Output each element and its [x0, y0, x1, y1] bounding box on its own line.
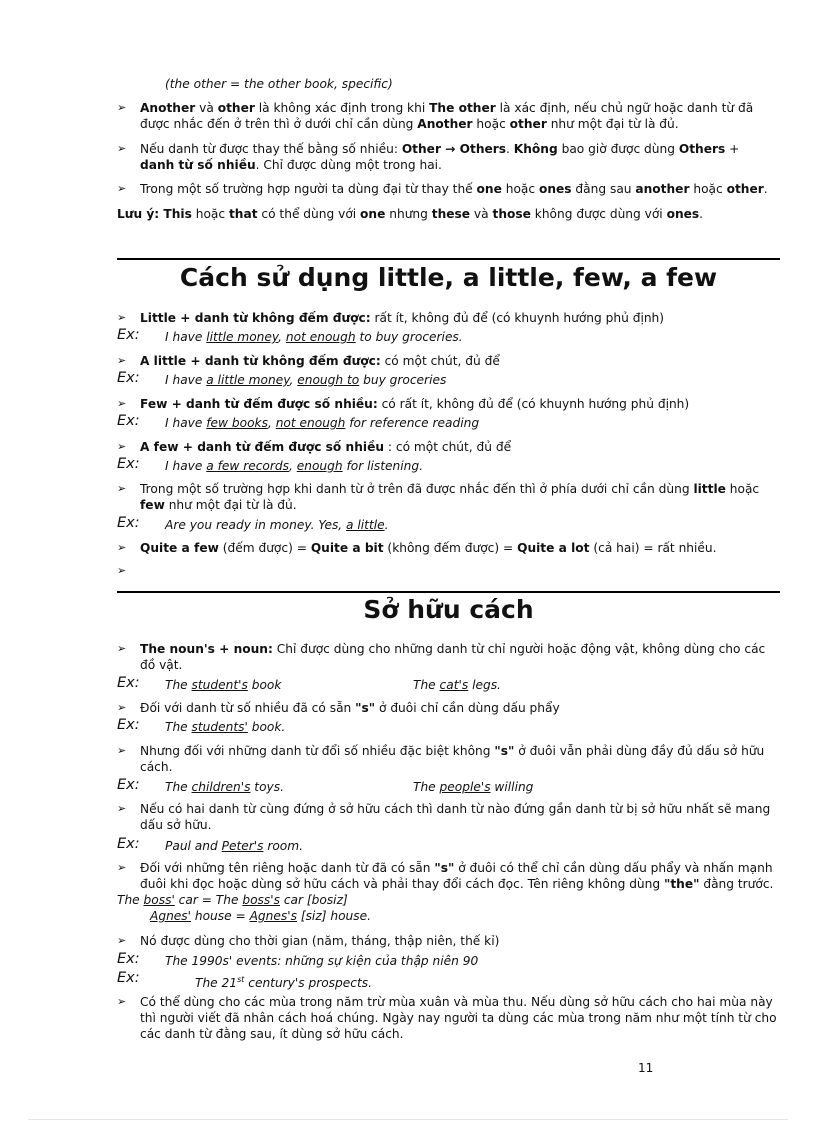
- example-agnes-house: Agnes' house = Agnes's [siz] house.: [150, 909, 371, 923]
- example-label: Ex:: [117, 370, 140, 386]
- bullet-arrow: ➢: [117, 142, 127, 155]
- possessive-rule-4: Nếu có hai danh từ cùng đứng ở sở hữu cách thì danh từ nào đứng gần danh từ bị sở hữu nhất sẽ mang: [140, 802, 771, 816]
- example-label: Ex:: [117, 675, 140, 691]
- bullet-arrow: ➢: [117, 744, 127, 757]
- possessive-rule-1: The noun's + noun: Chỉ được dùng cho những danh từ chỉ người hoặc động vật, không dùng cho các: [140, 642, 766, 656]
- example-boss-car: The boss' car = The boss's car [bosiz]: [117, 893, 348, 907]
- possessive-rule-2: Đối với danh từ số nhiều đã có sẵn "s" ở đuôi chỉ cần dùng dấu phẩy: [140, 701, 560, 715]
- note-line: Lưu ý: This hoặc that có thể dùng với one nhưng these và those không được dùng với ones.: [117, 207, 704, 221]
- example-little: I have little money, not enough to buy groceries.: [165, 330, 463, 344]
- bullet-arrow: ➢: [117, 101, 127, 114]
- example-label: Ex:: [117, 836, 140, 852]
- example-students-book: The student's book: [165, 678, 282, 692]
- page-edge: [28, 1119, 788, 1120]
- possessive-rule-5-cont: đuôi khi đọc hoặc dùng sở hữu cách và phải thay đổi cách đọc. Tên riêng không dùng "the" đằng trước.: [140, 877, 774, 891]
- bullet-arrow: ➢: [117, 397, 127, 410]
- section-title-little-few: Cách sử dụng little, a little, few, a few: [179, 263, 718, 292]
- possessive-rule-1-cont: đồ vật.: [140, 658, 183, 672]
- bullet-arrow: ➢: [117, 564, 127, 577]
- example-label: Ex:: [117, 327, 140, 343]
- little-rule: Little + danh từ không đếm được: rất ít, không đủ để (có khuynh hướng phủ định): [140, 311, 665, 325]
- example-few: I have few books, not enough for reference reading: [165, 416, 480, 430]
- pronoun-rule-cont: few như một đại từ là đủ.: [140, 498, 297, 512]
- example-label: Ex:: [117, 413, 140, 429]
- bullet-arrow: ➢: [117, 995, 127, 1008]
- bullet-arrow: ➢: [117, 541, 127, 554]
- few-rule: Few + danh từ đếm được số nhiều: có rất ít, không đủ để (có khuynh hướng phủ định): [140, 397, 690, 411]
- example-students-plural: The students' book.: [165, 720, 286, 734]
- possessive-rule-3: Nhưng đối với những danh từ đổi số nhiều đặc biệt không "s" ở đuôi vẫn phải dùng đầy đủ dấu sở hữu: [140, 744, 765, 758]
- others-plural-rule-cont: danh từ số nhiều. Chỉ được dùng một trong hai.: [140, 158, 442, 172]
- bullet-arrow: ➢: [117, 311, 127, 324]
- bullet-arrow: ➢: [117, 440, 127, 453]
- bullet-arrow: ➢: [117, 642, 127, 655]
- bullet-arrow: ➢: [117, 182, 127, 195]
- example-a-little: I have a little money, enough to buy groceries: [165, 373, 447, 387]
- example-peoples-willing: The people's willing: [413, 780, 534, 794]
- example-label: Ex:: [117, 951, 140, 967]
- possessive-rule-3-cont: cách.: [140, 760, 173, 774]
- possessive-rule-6: Nó được dùng cho thời gian (năm, tháng, thập niên, thế kỉ): [140, 934, 500, 948]
- example-21st-century: The 21st century's prospects.: [195, 975, 372, 991]
- other-definition-line: (the other = the other book, specific): [165, 77, 393, 91]
- page-number: 11: [638, 1061, 654, 1075]
- bullet-arrow: ➢: [117, 802, 127, 815]
- others-plural-rule: Nếu danh từ được thay thế bằng số nhiều: Other → Others. Không bao giờ được dùng Others +: [140, 142, 740, 156]
- example-label: Ex:: [117, 970, 140, 986]
- section-title-possessive: Sở hữu cách: [363, 595, 534, 624]
- example-a-few: I have a few records, enough for listening.: [165, 459, 423, 473]
- quite-rule: Quite a few (đếm được) = Quite a bit (không đếm được) = Quite a lot (cả hai) = rất nhiều.: [140, 541, 717, 555]
- example-paul-peter: Paul and Peter's room.: [165, 839, 303, 853]
- example-cats-legs: The cat's legs.: [413, 678, 501, 692]
- example-childrens-toys: The children's toys.: [165, 780, 284, 794]
- possessive-rule-4-cont: dấu sở hữu.: [140, 818, 212, 832]
- example-label: Ex:: [117, 777, 140, 793]
- pronoun-rule: Trong một số trường hợp khi danh từ ở trên đã được nhắc đến thì ở phía dưới chỉ cần dùng little hoặc: [140, 482, 760, 496]
- example-pronoun: Are you ready in money. Yes, a little.: [165, 518, 389, 532]
- possessive-rule-5: Đối với những tên riêng hoặc danh từ đã có sẵn "s" ở đuôi có thể chỉ cần dùng dấu phẩy và nhấn mạnh: [140, 861, 773, 875]
- possessive-rule-7: Có thể dùng cho các mùa trong năm trừ mùa xuân và mùa thu. Nếu dùng sở hữu cách cho hai mùa này: [140, 995, 773, 1009]
- bullet-arrow: ➢: [117, 354, 127, 367]
- example-label: Ex:: [117, 456, 140, 472]
- section-divider: [117, 591, 780, 593]
- bullet-arrow: ➢: [117, 701, 127, 714]
- example-1990s-events: The 1990s' events: những sự kiện của thập niên 90: [165, 954, 479, 968]
- bullet-arrow: ➢: [117, 482, 127, 495]
- section-divider: [117, 258, 780, 260]
- another-other-rule: Another và other là không xác định trong khi The other là xác định, nếu chủ ngữ hoặc danh từ đã: [140, 101, 754, 115]
- example-label: Ex:: [117, 717, 140, 733]
- a-little-rule: A little + danh từ không đếm được: có một chút, đủ để: [140, 354, 500, 368]
- another-other-rule-cont: được nhắc đến ở trên thì ở dưới chỉ cần dùng Another hoặc other như một đại từ là đủ.: [140, 117, 679, 131]
- possessive-rule-7-cont: thì người viết đã nhân cách hoá chúng. Ngày nay người ta dùng các mùa trong năm như một tính từ cho: [140, 1011, 777, 1025]
- bullet-arrow: ➢: [117, 861, 127, 874]
- a-few-rule: A few + danh từ đếm được số nhiều : có một chút, đủ để: [140, 440, 512, 454]
- one-ones-rule: Trong một số trường hợp người ta dùng đại từ thay thế one hoặc ones đằng sau another hoặc other.: [140, 182, 768, 196]
- possessive-rule-7-cont2: các danh từ đằng sau, ít dùng sở hữu cách.: [140, 1027, 404, 1041]
- bullet-arrow: ➢: [117, 934, 127, 947]
- example-label: Ex:: [117, 515, 140, 531]
